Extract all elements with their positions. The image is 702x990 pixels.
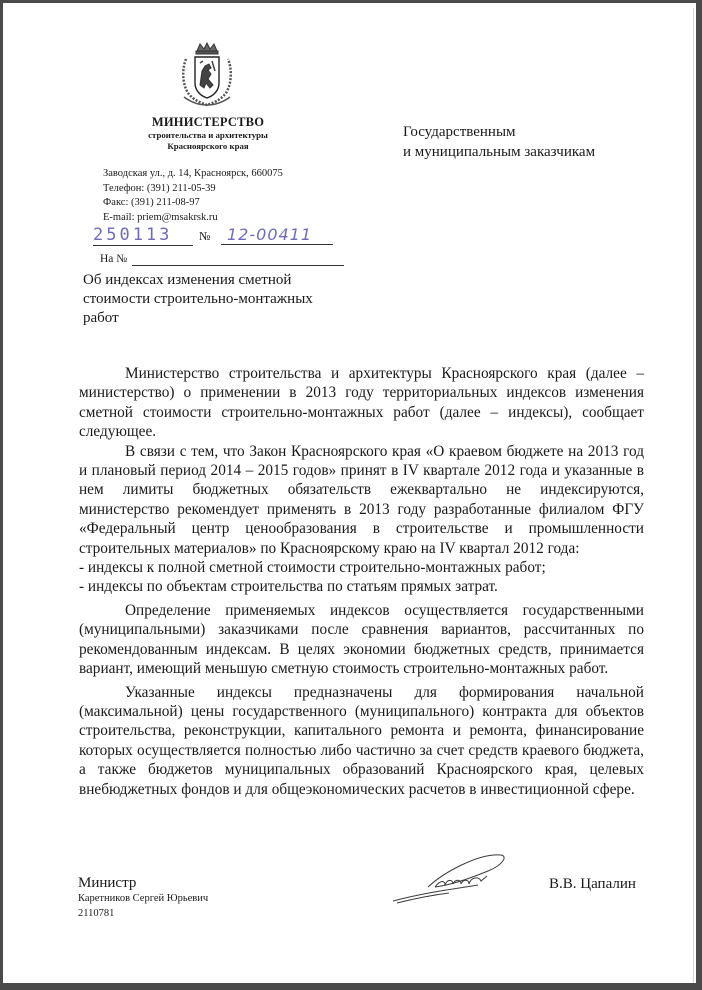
phone: Телефон: (391) 211-05-39 bbox=[103, 182, 216, 194]
email: E-mail: priem@msakrsk.ru bbox=[103, 211, 218, 223]
addressee-line-1: Государственным bbox=[403, 124, 516, 140]
ministry-subtitle-1: строительства и архитектуры bbox=[148, 130, 268, 140]
body-paragraph: Определение применяемых индексов осуществляется государственными (муниципальными) заказчиками после сравнения вариантов, рассчитанных по рекомендованным индексам. В целях экономии бюджетных средств, принимается вариант, имеющий меньшую сметную стоимость строительно-монтажных работ. bbox=[79, 601, 644, 678]
fax: Факс: (391) 211-08-97 bbox=[103, 197, 200, 208]
addressee bbox=[403, 123, 663, 162]
letter-body bbox=[79, 364, 644, 799]
handwritten-signature bbox=[383, 843, 533, 913]
registration-number: 12-00411 bbox=[221, 225, 333, 245]
executor-info bbox=[78, 892, 208, 921]
body-paragraph: Указанные индексы предназначены для формирования начальной (максимальной) цены государственного (муниципального) контракта для объектов строительства, реконструкции, капитального ремонта и ремонта, финансирование которых осуществляется полностью либо частично за счет средств краевого бюджета, а также бюджетов муниципальных образований Красноярского края, целевых внебюджетных фондов и для общеэкономических расчетов в инвестиционной сфере. bbox=[79, 683, 644, 798]
registration-line bbox=[91, 225, 336, 249]
executor-phone: 2110781 bbox=[78, 907, 115, 919]
coat-of-arms-emblem bbox=[178, 41, 236, 107]
body-paragraph: В связи с тем, что Закон Красноярского края «О краевом бюджете на 2013 год и плановый период 2014 – 2015 годов» принят в IV квартале 2012 года и указанные в нем лимиты бюджетных обязательств ежеквартально не индексируются, министерство рекомендует применять в 2013 году разработанные филиалом ФГУ «Федеральный центр ценообразования в строительстве и промышленности строительных материалов» по Красноярскому краю на IV квартал 2012 года: bbox=[79, 442, 644, 557]
letter-page bbox=[3, 3, 696, 983]
body-list-item: - индексы к полной сметной стоимости строительно-монтажных работ; bbox=[79, 559, 546, 577]
reference-line bbox=[100, 253, 330, 269]
ministry-header bbox=[93, 115, 323, 152]
address: Заводская ул., д. 14, Красноярск, 660075 bbox=[103, 168, 283, 179]
body-paragraph: Министерство строительства и архитектуры Красноярского края (далее – министерство) о применении в 2013 году территориальных индексов изменения сметной стоимости строительно-монтажных работ (далее – индексы), сообщает следующее. bbox=[79, 365, 644, 441]
signatory-name: В.В. Цапалин bbox=[549, 876, 636, 892]
addressee-line-2: и муниципальным заказчикам bbox=[403, 143, 596, 160]
letter-subject: Об индексах изменения сметной стоимости строительно-монтажных работ bbox=[83, 272, 313, 326]
ministry-subtitle-2: Красноярского края bbox=[167, 141, 249, 151]
reference-label: На № bbox=[100, 253, 128, 265]
registration-number-label: № bbox=[199, 229, 211, 243]
reference-blank-field bbox=[132, 265, 344, 266]
body-list-item: - индексы по объектам строительства по статьям прямых затрат. bbox=[79, 578, 498, 596]
page-edge-line bbox=[693, 8, 694, 983]
contact-details bbox=[103, 167, 283, 225]
executor-name: Каретников Сергей Юрьевич bbox=[78, 893, 209, 904]
signatory-title: Министр bbox=[78, 875, 137, 891]
ministry-title: МИНИСТЕРСТВО bbox=[151, 115, 265, 129]
registration-date-stamp: 250113 bbox=[93, 225, 193, 246]
